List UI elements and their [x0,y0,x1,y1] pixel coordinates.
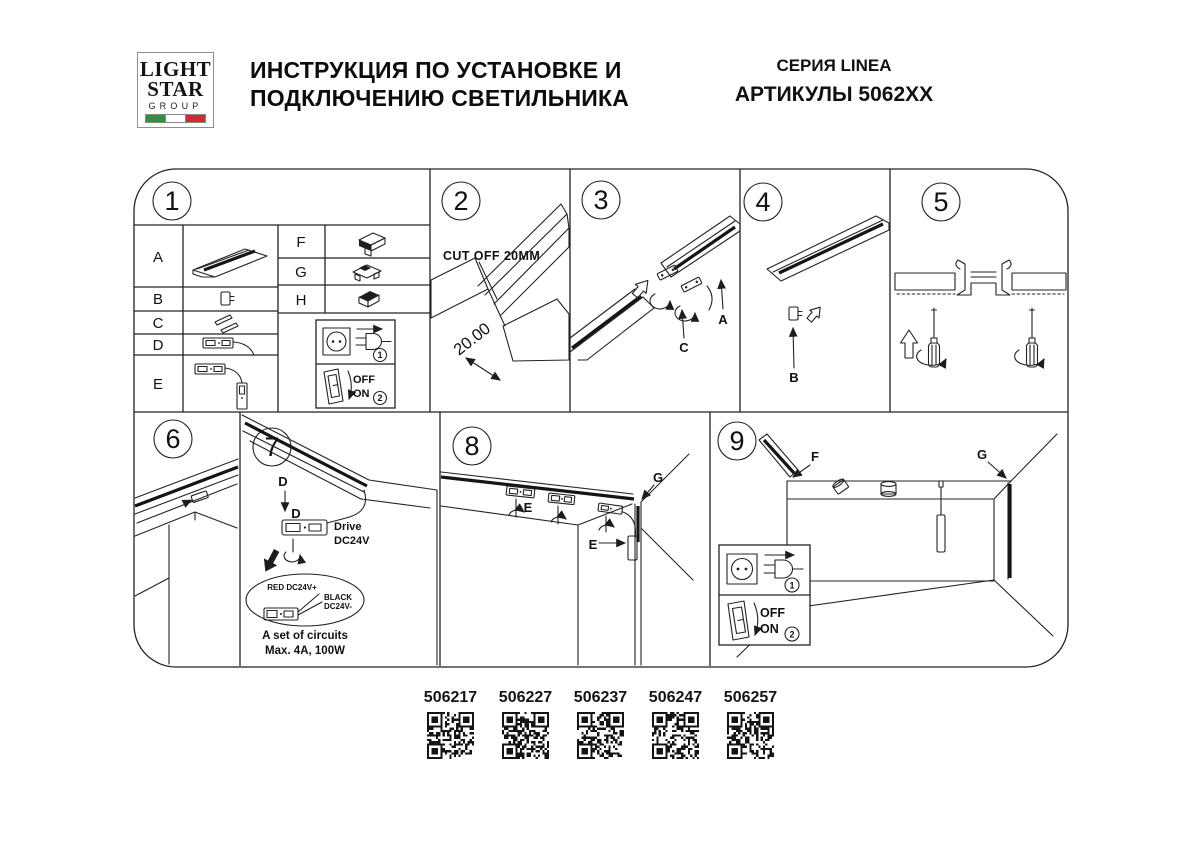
profile-cross-section [956,260,1011,295]
part-e-label: E [152,376,164,393]
panel-1-parts-table [134,225,430,412]
logo-group: GROUP [148,101,203,111]
article-code: 506217 [423,689,478,706]
step-7-badge [253,428,291,466]
power-legend-panel9 [719,545,810,645]
flag-green [146,115,166,122]
step-9-badge [718,422,756,460]
joint-plates-icon [215,315,238,333]
article-code: 506227 [498,689,553,706]
pointer-g-label: G [976,447,988,462]
svg-text:3: 3 [593,185,609,215]
drive-label-2: DC24V [334,535,370,547]
ceiling-spot-angled [832,478,849,495]
pointer-c-label: C [679,340,689,355]
part-b-label: B [152,291,164,308]
part-a-label: A [152,249,164,266]
panel-6-corner [135,459,238,664]
instruction-diagram [133,168,1069,668]
screwdriver-icon [1015,308,1044,367]
step-4-badge [744,183,782,221]
pointer-f-label: F [811,449,819,464]
pointer-g-label: G [652,470,664,485]
title-line-1: ИНСТРУКЦИЯ ПО УСТАНОВКЕ И [250,57,622,83]
panel-9-room [719,434,1057,657]
qr-code [577,712,624,759]
flag-white [166,115,186,122]
articles-title: АРТИКУЛЫ 5062XX [734,83,934,106]
step-1-badge [153,182,191,220]
wire-black-label-1: BLACK [324,593,352,602]
title-line-2: ПОДКЛЮЧЕНИЮ СВЕТИЛЬНИКА [250,85,630,111]
svg-text:6: 6 [165,424,181,454]
article-code: 506247 [648,689,703,706]
circuits-caption-1: A set of circuits [262,630,348,642]
part-h-label: H [295,292,307,309]
lightstar-logo [137,52,214,128]
driver-corner-icon [195,364,247,409]
step-6-badge [154,420,192,458]
panel-7-driver [242,415,437,665]
qr-code [727,712,774,759]
svg-text:4: 4 [755,187,771,217]
step-2-badge [442,182,480,220]
dimension-20mm [450,320,500,380]
pointer-e-label: E [523,500,533,515]
attention-arrow [259,547,284,575]
switch-on-label: ON [760,622,779,636]
switch-step-number: 2 [377,393,383,404]
ceiling-spot-cylinder [881,482,896,497]
switch-on-label: ON [353,388,370,400]
screwdriver-icon [917,308,946,367]
step-8-badge [453,427,491,465]
panel-4-endcap [767,216,889,385]
pendant-light [937,481,945,552]
article-code: 506237 [573,689,628,706]
svg-text:7: 7 [264,432,280,462]
switch-off-label: OFF [353,374,375,386]
corner-connector-icon [359,233,385,256]
driver-box [282,520,327,535]
pointer-a-label: A [718,312,728,327]
wire-red-label: RED DC24V+ [267,583,317,592]
wire-black-label-2: DC24V- [324,602,353,611]
qr-code [652,712,699,759]
page-title [250,56,629,112]
pointer-e2-label: E [588,537,598,552]
circuits-caption-2: Max. 4A, 100W [265,645,345,657]
end-cap-part [789,307,802,320]
article-item [713,689,788,759]
part-f-label: F [296,234,306,251]
part-d-label: D [152,337,164,354]
pointer-b-label: B [789,370,799,385]
switch-step-number: 2 [789,629,795,640]
pointer-d2-label: D [291,506,301,521]
driver-box-detail [264,608,298,620]
article-code: 506257 [723,689,778,706]
drive-label-1: Drive [334,521,362,533]
svg-text:5: 5 [933,187,949,217]
panel-3-join [570,216,740,360]
svg-text:9: 9 [729,426,745,456]
insert-direction-arrow [805,303,825,324]
push-up-arrow [901,330,918,358]
series-block [723,56,945,107]
series-name: СЕРИЯ LINEA [776,56,892,75]
article-item [563,689,638,759]
joint-plate-2 [681,277,702,292]
switch-off-label: OFF [760,606,785,620]
inline-connector-icon [353,265,381,281]
plug-step-number: 1 [377,350,383,361]
socket-icon [323,328,350,355]
panel-5-fixing [895,260,1066,367]
plug-step-number: 1 [789,580,795,591]
corner-cap-icon [359,291,379,307]
step-3-badge [582,181,620,219]
panel-2-cutoff [431,204,569,380]
panel-8-drivers [441,454,693,665]
switch-icon [324,369,351,404]
flag-red [186,115,205,122]
svg-text:2: 2 [453,186,469,216]
power-legend-panel1 [316,320,395,408]
article-item [413,689,488,759]
part-c-label: C [152,315,164,332]
dimension-value: 20.00 [450,319,495,360]
pointer-d-label: D [278,474,288,489]
italian-flag-icon [145,114,206,123]
driver-straight-icon [203,338,254,355]
svg-text:1: 1 [164,186,180,216]
step-5-badge [922,183,960,221]
article-item [488,689,563,759]
article-qr-list [413,689,788,759]
article-item [638,689,713,759]
logo-light: LIGHT [139,57,212,81]
main-frame [134,169,1068,667]
plug-icon [356,329,391,350]
svg-text:8: 8 [464,431,480,461]
cut-off-label: CUT OFF 20MM [443,249,541,263]
qr-code [427,712,474,759]
qr-code [502,712,549,759]
driver-box-2 [548,493,575,505]
part-g-label: G [295,264,307,281]
profile-strip-icon [193,249,267,277]
end-cap-icon [221,292,234,305]
logo-star: STAR [147,77,204,101]
